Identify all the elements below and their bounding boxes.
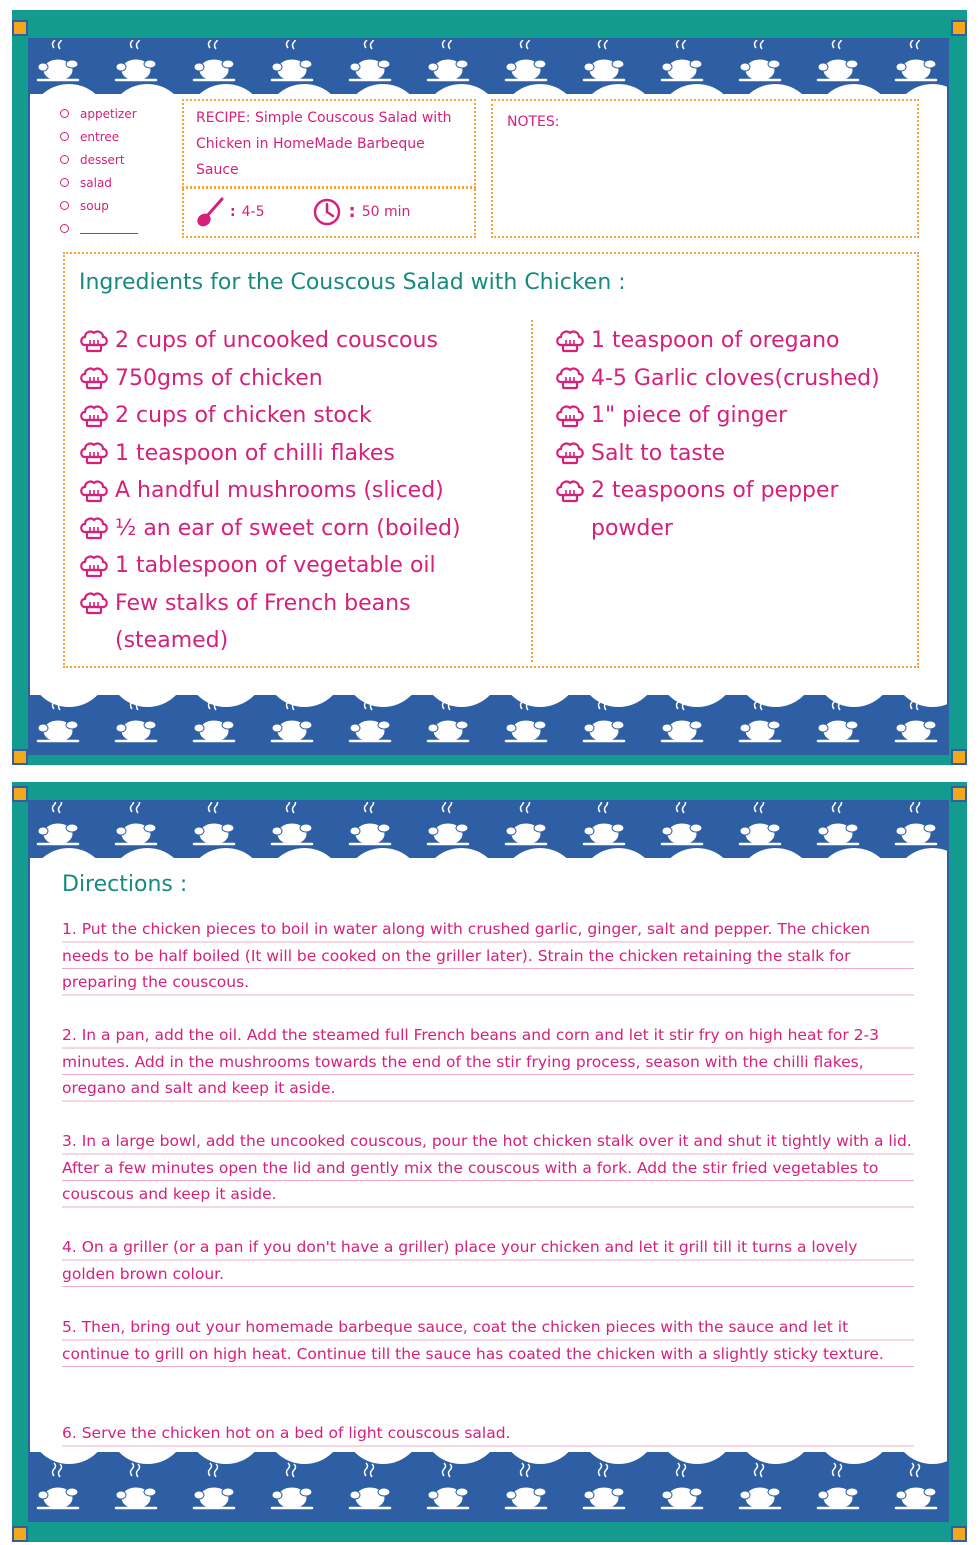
- category-salad[interactable]: [60, 171, 138, 194]
- direction-step: 4. On a griller (or a pan if you don't have a griller) place your chicken and let it grill till it turns a lovely golden brown colour.: [62, 1234, 914, 1287]
- ingredient-item: [555, 472, 907, 547]
- corner-square: [12, 786, 28, 802]
- corner-square: [951, 749, 967, 765]
- ingredient-item: [79, 472, 519, 510]
- ingredient-item: [79, 585, 519, 660]
- ingredient-text: 1" piece of ginger: [591, 403, 788, 428]
- ingredients-heading: Ingredients for the Couscous Salad with Chicken :: [79, 270, 626, 295]
- radio-circle-icon: [60, 224, 69, 233]
- chef-hat-icon: [79, 472, 111, 509]
- ingredient-text: 2 teaspoons of pepper powder: [591, 478, 839, 541]
- ingredient-text: 1 teaspoon of chilli flakes: [115, 440, 395, 466]
- spoon-icon: [196, 196, 226, 228]
- ingredient-text: ½ an ear of sweet corn (boiled): [115, 515, 461, 541]
- category-label: salad: [80, 175, 112, 190]
- recipe-card-back: [12, 782, 967, 1542]
- direction-step: 6. Serve the chicken hot on a bed of light couscous salad.: [62, 1420, 914, 1447]
- notes-label: NOTES:: [507, 114, 560, 130]
- clock-icon: [312, 197, 342, 227]
- radio-circle-icon: [60, 109, 69, 118]
- chef-hat-icon: [79, 585, 111, 622]
- recipe-meta-box: [182, 186, 476, 238]
- ingredient-item: [79, 322, 519, 360]
- radio-circle-icon: [60, 132, 69, 141]
- category-checklist: [60, 102, 138, 240]
- ingredient-text: A handful mushrooms (sliced): [115, 478, 444, 503]
- ingredient-item: [555, 322, 907, 360]
- separator: :: [348, 201, 356, 222]
- recipe-title: [196, 105, 462, 183]
- corner-square: [951, 786, 967, 802]
- radio-circle-icon: [60, 201, 69, 210]
- ingredient-text: 2 cups of chicken stock: [115, 403, 372, 428]
- category-other[interactable]: [60, 217, 138, 240]
- chef-hat-icon: [79, 510, 111, 547]
- chef-hat-icon: [555, 397, 587, 434]
- chef-hat-icon: [79, 322, 111, 359]
- direction-step: 5. Then, bring out your homemade barbeque sauce, coat the chicken pieces with the sauce and let it continue to grill on high heat. Continue till the sauce has coated the chicken with a slightly sticky texture.: [62, 1314, 914, 1367]
- ingredients-column-2: [555, 322, 907, 547]
- category-label: appetizer: [80, 106, 137, 121]
- corner-square: [12, 20, 28, 36]
- ingredients-box: [63, 252, 919, 668]
- chicken-border-top: [30, 40, 947, 100]
- category-entree[interactable]: [60, 125, 138, 148]
- corner-square: [951, 20, 967, 36]
- category-label: entree: [80, 129, 120, 144]
- chicken-border-bottom: [30, 691, 947, 753]
- direction-step: 1. Put the chicken pieces to boil in water along with crushed garlic, ginger, salt and pepper. The chicken needs to be half boiled (It will be cooked on the griller later). Strain the chicken retaining the stalk for preparing the couscous.: [62, 916, 914, 996]
- card-frame: [28, 800, 949, 1522]
- recipe-name: Simple Couscous Salad with Chicken in HomeMade Barbeque Sauce: [196, 110, 452, 178]
- ingredient-text: 1 teaspoon of oregano: [591, 328, 840, 353]
- directions-heading: Directions :: [62, 872, 188, 897]
- ingredient-item: [79, 510, 519, 548]
- recipe-title-box: [182, 99, 476, 189]
- corner-square: [12, 1526, 28, 1542]
- chef-hat-icon: [79, 435, 111, 472]
- ingredient-text: Salt to taste: [591, 440, 725, 466]
- ingredient-item: [555, 435, 907, 473]
- ingredient-item: [79, 397, 519, 435]
- radio-circle-icon: [60, 155, 69, 164]
- corner-square: [12, 749, 28, 765]
- direction-step: 2. In a pan, add the oil. Add the steamed full French beans and corn and let it stir fry on high heat for 2-3 minutes. Add in the mushrooms towards the end of the stir frying process, season with the chilli flakes, oregano and salt and keep it aside.: [62, 1022, 914, 1102]
- chef-hat-icon: [555, 360, 587, 397]
- recipe-label: RECIPE:: [196, 110, 251, 126]
- ingredient-item: [555, 397, 907, 435]
- category-label: soup: [80, 198, 109, 213]
- chef-hat-icon: [79, 360, 111, 397]
- chicken-border-bottom: [30, 1448, 947, 1520]
- category-label: dessert: [80, 152, 125, 167]
- notes-box[interactable]: [491, 99, 919, 238]
- chef-hat-icon: [79, 547, 111, 584]
- ingredient-item: [79, 360, 519, 398]
- ingredient-text: 1 tablespoon of vegetable oil: [115, 553, 436, 578]
- category-soup[interactable]: [60, 194, 138, 217]
- chicken-border-top: [30, 802, 947, 864]
- ingredients-column-1: [79, 322, 519, 660]
- category-dessert[interactable]: [60, 148, 138, 171]
- serves-value: 4-5: [241, 203, 265, 220]
- time-value: 50 min: [361, 203, 411, 220]
- ingredient-item: [79, 435, 519, 473]
- direction-step: 3. In a large bowl, add the uncooked couscous, pour the hot chicken stalk over it and shut it tightly with a lid. After a few minutes open the lid and gently mix the couscous with a fork. Add the stir fried vegetables to couscous and keep it aside.: [62, 1128, 914, 1208]
- separator: :: [230, 203, 236, 220]
- corner-square: [951, 1526, 967, 1542]
- chef-hat-icon: [555, 322, 587, 359]
- chef-hat-icon: [555, 472, 587, 509]
- radio-circle-icon: [60, 178, 69, 187]
- recipe-card-front: [12, 10, 967, 765]
- column-divider: [531, 320, 533, 662]
- ingredient-text: 750gms of chicken: [115, 365, 323, 391]
- ingredient-item: [555, 360, 907, 398]
- ingredient-item: [79, 547, 519, 585]
- ingredient-text: 2 cups of uncooked couscous: [115, 328, 438, 353]
- chef-hat-icon: [555, 435, 587, 472]
- category-appetizer[interactable]: [60, 102, 138, 125]
- ingredient-text: 4-5 Garlic cloves(crushed): [591, 365, 880, 391]
- ingredient-text: Few stalks of French beans (steamed): [115, 590, 411, 653]
- chef-hat-icon: [79, 397, 111, 434]
- card-frame: [28, 38, 949, 755]
- category-blank-line: [80, 223, 138, 234]
